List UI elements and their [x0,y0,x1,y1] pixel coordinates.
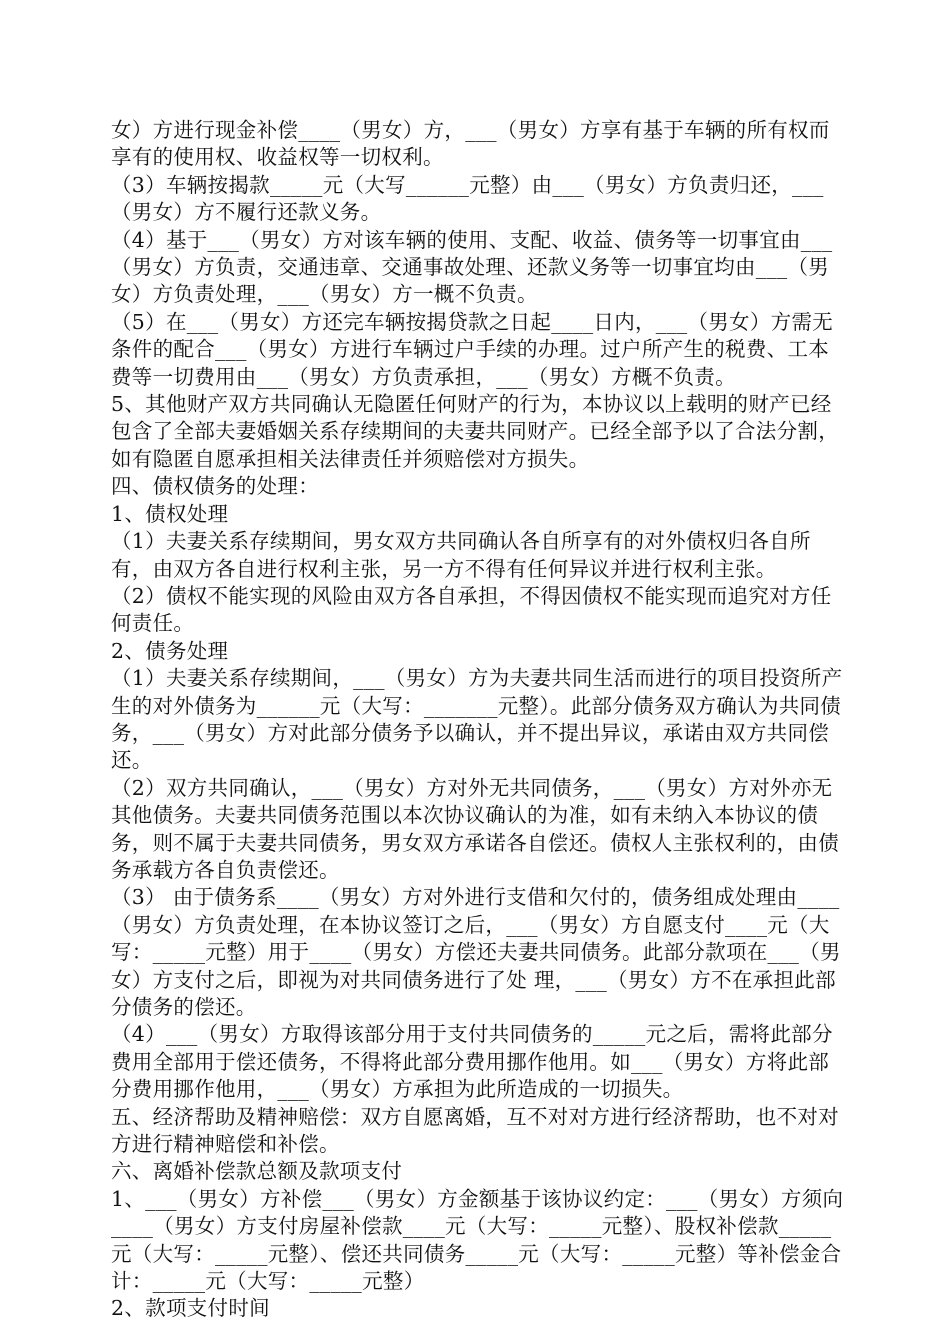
paragraph-compensation-amount: 1、___（男女）方补偿___（男女）方金额基于该协议约定：___（男女）方须向____（男女）方支付房屋补偿款____元（大写：_____元整）、股权补偿款_____元（大写：_____元整）、偿还共同债务_____元（大写：_____元整）等补偿金合计：_____元（大写：_____元整） [111,1186,844,1294]
paragraph-debts-4: （4）___（男女）方取得该部分用于支付共同债务的_____元之后，需将此部分费用全部用于偿还债务，不得将此部分费用挪作他用。如___（男女）方将此部分费用挪作他用，___（男女）方承担为此所造成的一切损失。 [111,1022,833,1102]
subheading-payment-time: 2、款项支付时间 [111,1296,270,1321]
paragraph-claims-1: （1）夫妻关系存续期间，男女双方共同确认各自所享有的对外债权归各自所有，由双方各自进行权利主张，另一方不得有任何异议并进行权利主张。 [111,529,811,581]
document-page [111,117,846,1323]
paragraph-debts-1: （1）夫妻关系存续期间，___（男女）方为夫妻共同生活而进行的项目投资所产生的对外债务为______元（大写：_______元整）。此部分债务双方确认为共同债务，___（男女）方对此部分债务予以确认，并不提出异议，承诺由双方共同偿还。 [111,666,843,773]
section-heading-economic-help: 五、经济帮助及精神赔偿：双方自愿离婚，互不对对方进行经济帮助，也不对对方进行精神赔偿和补偿。 [111,1104,839,1157]
paragraph-debts-3: （3） 由于债务系____（男女）方对外进行支借和欠付的，债务组成处理由____（男女）方负责处理，在本协议签订之后，___（男女）方自愿支付____元（大写：_____元整）用于____（男女）方偿还夫妻共同债务。此部分款项在___（男女）方支付之后，即视为对共同债务进行了处 理，___（男女）方不在承担此部分债务的偿还。 [111,885,841,1019]
paragraph-claims-2: （2）债权不能实现的风险由双方各自承担，不得因债权不能实现而追究对方任何责任。 [111,583,832,636]
paragraph-vehicle-transfer: （5）在___（男女）方还完车辆按揭贷款之日起____日内，___（男女）方需无条件的配合___（男女）方进行车辆过户手续的办理。过户所产生的税费、工本费等一切费用由___（男女）方负责承担，___（男女）方概不负责。 [111,309,834,389]
subheading-debts: 2、债务处理 [111,638,229,663]
paragraph-other-property: 5、其他财产双方共同确认无隐匿任何财产的行为，本协议以上载明的财产已经包含了全部夫妻婚姻关系存续期间的夫妻共同财产。已经全部予以了合法分割，如有隐匿自愿承担相关法律责任并须赔偿对方损失。 [111,392,839,471]
paragraph-vehicle-responsibility: （4）基于___（男女）方对该车辆的使用、支配、收益、债务等一切事宜由___（男女）方负责，交通违章、交通事故处理、还款义务等一切事宜均由___（男女）方负责处理，___（男女）方一概不负责。 [111,227,833,307]
paragraph-vehicle-mortgage: （3）车辆按揭款_____元（大写______元整）由___（男女）方负责归还，___（男女）方不履行还款义务。 [111,172,824,225]
section-heading-debts: 四、债权债务的处理： [111,474,319,499]
paragraph-vehicle-compensation: 女）方进行现金补偿____（男女）方，___（男女）方享有基于车辆的所有权而享有的使用权、收益权等一切权利。 [111,118,830,170]
paragraph-debts-2: （2）双方共同确认，___（男女）方对外无共同债务，___（男女）方对外亦无其他债务。夫妻共同债务范围以本次协议确认的为准，如有未纳入本协议的债务，则不属于夫妻共同债务，男女双方承诺各自偿还。债权人主张权利的，由债务承载方各自负责偿还。 [111,775,839,882]
section-heading-compensation: 六、离婚补偿款总额及款项支付 [111,1159,403,1184]
subheading-claims: 1、债权处理 [111,501,229,526]
